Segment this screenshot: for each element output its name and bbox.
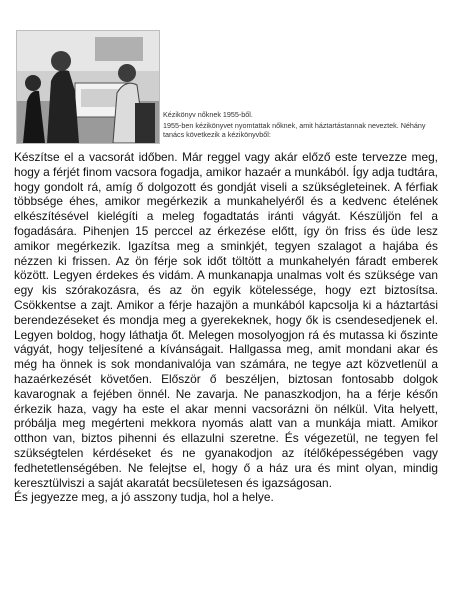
caption-title: Kézikönyv nőknek 1955-ből. [163,110,253,119]
caption-text: 1955-ben kézikönyvet nyomtattak nőknek, amit háztartástannak neveztek. Néhány tanács következik a kézikönyvből: [163,121,426,139]
article [14,150,438,505]
vintage-photo [16,30,160,144]
article-body: Készítse el a vacsorát időben. Már reggel vagy akár előző este tervezze meg, hogy a férjét finom vacsora fogadja, amikor hazaér a munkából. Így adja tudtára, hogy gondolt rá, amíg ő dolgozott és gondját viseli a szükségleteinek. A férfiak többsége éhes, amikor megérkezik a munkahelyéről és a kedvenc ételének elkészítésével kielégíti a meleg fogadtatás iránti vágyát. Készüljön fel a fogadására. Pihenjen 15 perccel az érkezése előtt, így ön friss és üde lesz amikor megérkezik. Igazítsa meg a sminkjét, tegyen szalagot a hajába és nézzen ki frissen. Az ön férje sok időt töltött a munkahelyén fáradt emberek között. Legyen érdekes és vidám. A munkanapja unalmas volt és szüksége van egy kis szórakozásra, és az ön egyik kötelessége, hogy ezt biztosítsa. Csökkentse a zajt. Amikor a férje hazajön a munkából kapcsolja ki a háztartási berendezéseket és mondja meg a gyerekeknek, hogy ők is csendesedjenek el. Legyen boldog, hogy láthatja őt. Melegen mosolyogjon rá és mutassa ki őszinte vágyát, hogy teljesítené a kívánságait. Hallgassa meg, amit mondani akar és még ha önnek is sok mondanivalója van számára, ne tegye azt közvetlenül a hazaérkezését követően. Először ő beszéljen, biztosan fontosabb dolgok kavarognak a fejében önnél. Ne zavarja. Ne panaszkodjon, ha a férje későn érkezik haza, vagy ha este el akar menni vacsorázni ön nélkül. Vita helyett, próbálja meg megérteni mekkora nyomás alatt van a munkája miatt. Amikor otthon van, biztos pihenni és ellazulni szeretne. És végezetül, ne tegyen fel szükségtelen kérdéseket és ne gyanakodjon az ítélőképességében vagy fedhetetlenségében. Ne felejtse el, hogy ő a ház ura és mint olyan, mindig keresztülviszi a saját akaratát becsületesen és igazságosan. [14,150,438,490]
photo-caption [163,110,443,139]
article-closing: És jegyezze meg, a jó asszony tudja, hol a helye. [14,490,274,505]
